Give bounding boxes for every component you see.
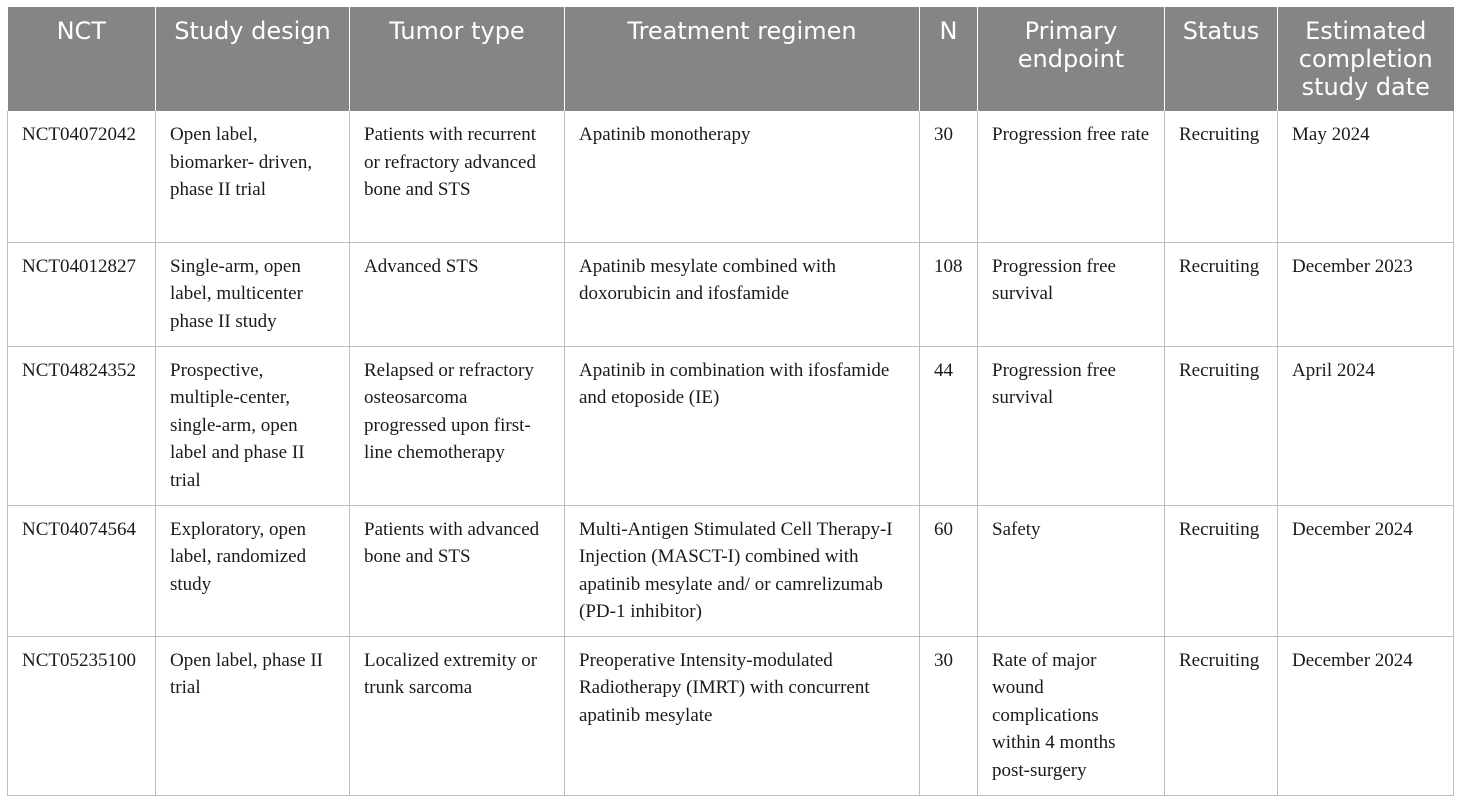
cell-nct: NCT05235100 — [8, 636, 156, 795]
cell-primary-endpoint: Safety — [978, 505, 1165, 636]
cell-treatment-regimen: Apatinib monotherapy — [565, 111, 920, 242]
cell-status: Recruiting — [1165, 505, 1278, 636]
cell-n: 30 — [920, 111, 978, 242]
header-study-design: Study design — [156, 7, 350, 111]
cell-treatment-regimen: Apatinib mesylate combined with doxorubicin and ifosfamide — [565, 242, 920, 346]
cell-nct: NCT04074564 — [8, 505, 156, 636]
table-row — [8, 111, 1454, 242]
cell-tumor-type: Patients with recurrent or refractory advanced bone and STS — [350, 111, 565, 242]
cell-tumor-type: Relapsed or refractory osteosarcoma progressed upon first-line chemotherapy — [350, 346, 565, 505]
cell-completion-date: April 2024 — [1278, 346, 1454, 505]
table-row — [8, 242, 1454, 346]
header-n: N — [920, 7, 978, 111]
cell-treatment-regimen: Preoperative Intensity-modulated Radiotherapy (IMRT) with concurrent apatinib mesylate — [565, 636, 920, 795]
header-status: Status — [1165, 7, 1278, 111]
cell-n: 108 — [920, 242, 978, 346]
cell-treatment-regimen: Multi-Antigen Stimulated Cell Therapy-I Injection (MASCT-I) combined with apatinib mesylate and/ or camrelizumab (PD-1 inhibitor) — [565, 505, 920, 636]
cell-tumor-type: Patients with advanced bone and STS — [350, 505, 565, 636]
cell-nct: NCT04072042 — [8, 111, 156, 242]
header-completion-date: Estimated completion study date — [1278, 7, 1454, 111]
cell-status: Recruiting — [1165, 242, 1278, 346]
cell-tumor-type: Localized extremity or trunk sarcoma — [350, 636, 565, 795]
cell-treatment-regimen: Apatinib in combination with ifosfamide and etoposide (IE) — [565, 346, 920, 505]
cell-completion-date: December 2024 — [1278, 505, 1454, 636]
cell-status: Recruiting — [1165, 346, 1278, 505]
cell-completion-date: December 2023 — [1278, 242, 1454, 346]
header-treatment-regimen: Treatment regimen — [565, 7, 920, 111]
cell-tumor-type: Advanced STS — [350, 242, 565, 346]
header-nct: NCT — [8, 7, 156, 111]
cell-study-design: Single-arm, open label, multicenter phase II study — [156, 242, 350, 346]
table-header-row — [8, 7, 1454, 111]
cell-completion-date: December 2024 — [1278, 636, 1454, 795]
header-primary-endpoint: Primary endpoint — [978, 7, 1165, 111]
header-tumor-type: Tumor type — [350, 7, 565, 111]
cell-primary-endpoint: Progression free survival — [978, 242, 1165, 346]
cell-n: 30 — [920, 636, 978, 795]
cell-study-design: Exploratory, open label, randomized study — [156, 505, 350, 636]
cell-status: Recruiting — [1165, 111, 1278, 242]
cell-study-design: Open label, phase II trial — [156, 636, 350, 795]
cell-completion-date: May 2024 — [1278, 111, 1454, 242]
cell-study-design: Prospective, multiple-center, single-arm, open label and phase II trial — [156, 346, 350, 505]
cell-nct: NCT04824352 — [8, 346, 156, 505]
table-row — [8, 346, 1454, 505]
cell-primary-endpoint: Rate of major wound complications within 4 months post-surgery — [978, 636, 1165, 795]
cell-study-design: Open label, biomarker- driven, phase II trial — [156, 111, 350, 242]
cell-status: Recruiting — [1165, 636, 1278, 795]
cell-n: 44 — [920, 346, 978, 505]
cell-n: 60 — [920, 505, 978, 636]
clinical-trials-table — [7, 7, 1454, 796]
table-row — [8, 636, 1454, 795]
cell-nct: NCT04012827 — [8, 242, 156, 346]
cell-primary-endpoint: Progression free rate — [978, 111, 1165, 242]
cell-primary-endpoint: Progression free survival — [978, 346, 1165, 505]
table-row — [8, 505, 1454, 636]
